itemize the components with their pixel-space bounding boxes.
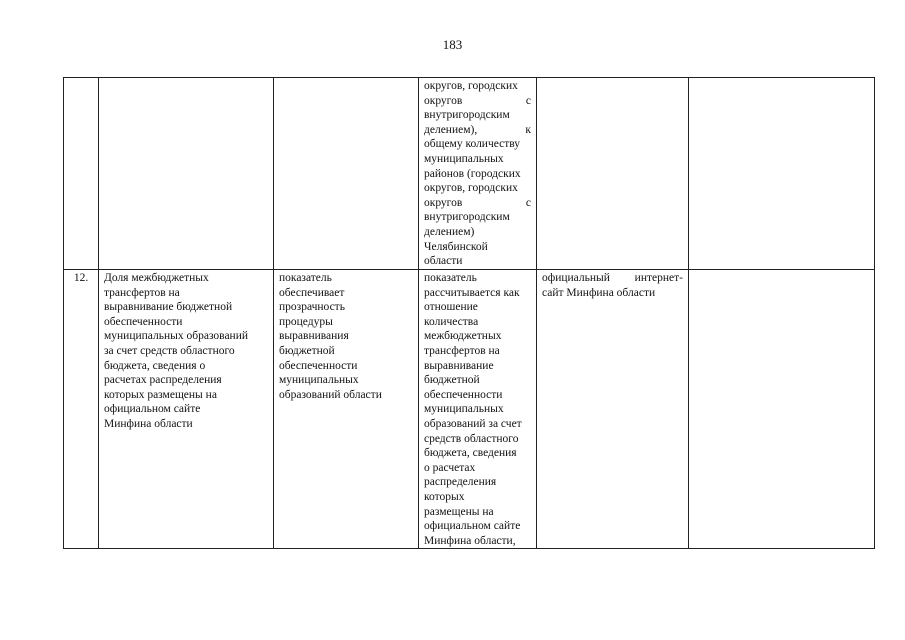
text-line: округов с	[424, 196, 531, 209]
text-line: которых размещены на	[104, 388, 217, 401]
text-line: которых	[424, 490, 465, 503]
text-line: Доля межбюджетных	[104, 272, 209, 284]
text-line: выравнивание бюджетной	[104, 301, 233, 314]
text-line: Челябинской	[424, 240, 488, 253]
text-line: выравнивание	[424, 359, 494, 372]
text-line: муниципальных	[279, 374, 359, 387]
text-line: образований за счет	[424, 417, 522, 430]
text-line: о расчетах	[424, 461, 476, 474]
text-line: округов с	[424, 94, 531, 107]
text-line: за счет средств областного	[104, 344, 235, 357]
text-line: обеспеченности	[279, 359, 358, 372]
text-line: трансфертов на	[424, 344, 500, 357]
text-line: округов, городских	[424, 182, 518, 195]
text-line: официальном сайте	[104, 403, 201, 416]
text-line: муниципальных образований	[104, 330, 249, 343]
text-line: области	[424, 255, 463, 268]
text-line: процедуры	[279, 315, 333, 328]
text-line: прозрачность	[279, 301, 345, 314]
cell-extra-cont	[689, 78, 875, 270]
text-line: межбюджетных	[424, 330, 502, 343]
text-line: Минфина области	[104, 417, 193, 430]
text-line: общему количеству	[424, 138, 521, 151]
text-line: районов (городских	[424, 167, 521, 180]
cell-purpose-cont	[274, 78, 419, 270]
cell-indicator-cont	[99, 78, 274, 270]
text-line: бюджетной	[424, 374, 480, 387]
text-line: показатель	[424, 272, 477, 284]
text-line: образований области	[279, 388, 382, 401]
text-line: муниципальных	[424, 403, 504, 416]
text-line: округов, городских	[424, 80, 518, 92]
text-line: официальном сайте	[424, 520, 521, 533]
cell-number-cont	[64, 78, 99, 270]
text-line: обеспечивает	[279, 286, 345, 299]
text-line: обеспеченности	[104, 315, 183, 328]
indicator-name-cell	[99, 270, 274, 549]
text-line: расчетах распределения	[104, 374, 222, 387]
data-source-cell	[537, 270, 689, 549]
text-line: показатель	[279, 272, 332, 284]
text-line: муниципальных	[424, 152, 504, 165]
calculation-method-cell	[419, 270, 537, 549]
text-line: внутригородским	[424, 109, 510, 122]
text-line: трансфертов на	[104, 286, 180, 299]
text-line: бюджетной	[279, 344, 335, 357]
table-row-12	[64, 270, 875, 549]
table-row-continued	[64, 78, 875, 270]
text-line: сайт Минфина области	[542, 286, 656, 299]
row-number: 12.	[64, 270, 99, 549]
text-line: средств областного	[424, 432, 519, 445]
text-line: делением)	[424, 225, 475, 238]
text-line: размещены на	[424, 505, 494, 518]
text-line: рассчитывается как	[424, 286, 520, 299]
text-line: Минфина области,	[424, 534, 516, 547]
page-number: 183	[442, 37, 463, 52]
indicators-table	[63, 77, 875, 549]
text-line: отношение	[424, 301, 478, 314]
text-line: официальный интернет-	[542, 272, 683, 284]
text-line: бюджета, сведения	[424, 447, 517, 460]
purpose-cell	[274, 270, 419, 549]
text-line: бюджета, сведения о	[104, 359, 206, 372]
text-line: внутригородским	[424, 211, 510, 224]
cell-source-cont	[537, 78, 689, 270]
text-line: выравнивания	[279, 330, 349, 343]
cell-method-cont	[419, 78, 537, 270]
text-line: делением), к	[424, 123, 531, 136]
cell-extra-12	[689, 270, 875, 549]
text-line: количества	[424, 315, 479, 328]
text-line: обеспеченности	[424, 388, 503, 401]
text-line: распределения	[424, 476, 497, 489]
